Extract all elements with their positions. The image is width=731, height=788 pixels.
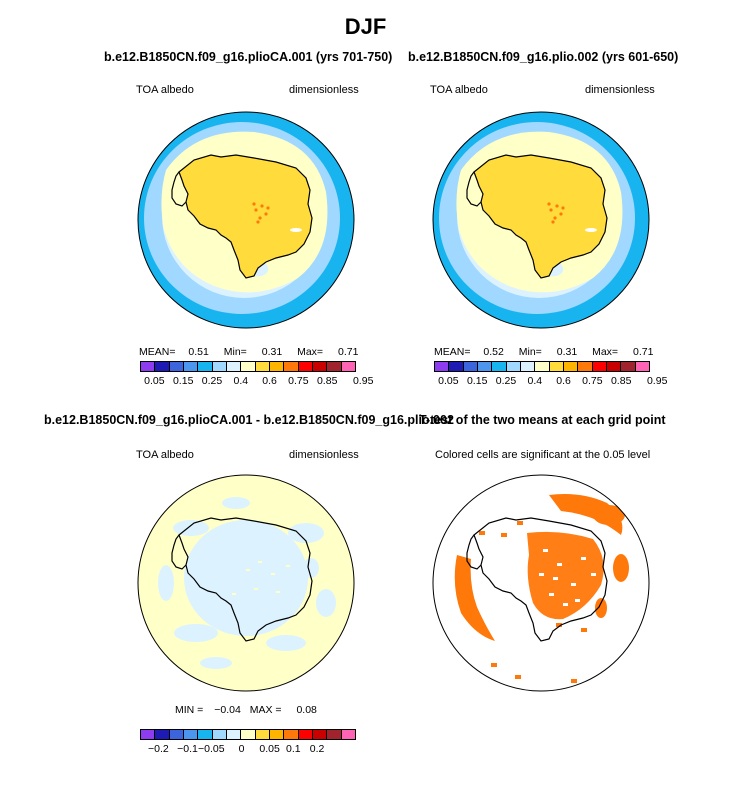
panel1-mean-label: MEAN=	[139, 346, 176, 358]
panel2-colorbar-tick-label: 0.85	[610, 375, 632, 387]
panel1-colorbar-tick-label: 0.85	[316, 375, 338, 387]
panel1-interior-spot	[254, 208, 257, 211]
panel3-colorbar-swatch	[342, 730, 355, 739]
panel2-colorbar-tick-label: 0.25	[495, 375, 517, 387]
panel1-colorbar-swatch	[213, 362, 227, 371]
panel2-title: b.e12.B1850CN.f09_g16.plio.002 (yrs 601-650)	[408, 50, 679, 64]
panel4-significant-cell	[517, 521, 523, 525]
panel3-min-label: MIN =	[175, 704, 204, 716]
panel4-significant-southeast	[595, 598, 607, 618]
panel3-variable-label: TOA albedo	[136, 449, 194, 461]
panel2-interior-spot	[559, 212, 562, 215]
panel3-max-value: 0.08	[296, 704, 317, 716]
panel3-negative-patch	[316, 589, 336, 617]
panel2-variable-label: TOA albedo	[430, 84, 488, 96]
panel1-colorbar-swatch	[170, 362, 184, 371]
panel1-colorbar-tick-label: 0.95	[352, 375, 374, 387]
panel4-gap	[543, 549, 548, 552]
panel3-polar-map	[136, 473, 356, 693]
panel1-colorbar-swatch	[342, 362, 355, 371]
panel3-colorbar-tick-label: 0	[238, 743, 245, 755]
panel1-interior-spot	[256, 220, 259, 223]
panel3-colorbar-tick-label: −0.2	[147, 743, 169, 755]
panel2-colorbar-swatch	[535, 362, 549, 371]
panel1-title: b.e12.B1850CN.f09_g16.plioCA.001 (yrs 701-750)	[104, 50, 393, 64]
panel3-field	[136, 473, 356, 693]
panel1-colorbar-swatch	[227, 362, 241, 371]
panel1-colorbar-tick-label: 0.4	[233, 375, 249, 387]
panel3-colorbar-tick-label: −0.05	[197, 743, 225, 755]
panel1-colorbar-swatch	[299, 362, 313, 371]
panel3-title: b.e12.B1850CN.f09_g16.plioCA.001 - b.e12.B1850CN.f09_g16.plio.002	[44, 413, 454, 427]
panel2-bright-spot	[585, 228, 597, 232]
panel2-mean-label: MEAN=	[434, 346, 471, 358]
panel2-colorbar	[434, 361, 650, 372]
panel4-gap	[539, 573, 544, 576]
panel2-colorbar-swatch	[550, 362, 564, 371]
panel2-colorbar-swatch	[564, 362, 578, 371]
panel4-significant-cell	[581, 628, 587, 632]
figure-title: DJF	[344, 14, 387, 39]
panel2-max-value: 0.71	[632, 346, 654, 358]
panel3-colorbar-tick-label: 0.05	[259, 743, 280, 755]
panel1-mean-value: 0.51	[188, 346, 209, 358]
panel1-polar-map	[136, 110, 356, 330]
panel1-colorbar-ticks	[140, 375, 374, 389]
panel1-colorbar-swatch	[241, 362, 255, 371]
panel4-field	[431, 473, 651, 693]
panel3-positive-cell	[286, 565, 290, 567]
panel3-negative-patch	[288, 523, 324, 543]
panel2-field	[431, 110, 651, 330]
panel3-colorbar	[140, 729, 356, 740]
panel4-gap	[571, 583, 576, 586]
panel2-colorbar-swatch	[478, 362, 492, 371]
panel1-max-label: Max=	[297, 346, 324, 358]
panel2-min-label: Min=	[518, 346, 542, 358]
panel4-significant-cell	[479, 531, 485, 535]
panel2-interior-spot	[549, 208, 552, 211]
panel3-positive-cell	[258, 561, 262, 563]
panel1-colorbar-tick-label: 0.75	[288, 375, 309, 387]
panel3-colorbar-swatch	[184, 730, 198, 739]
panel3-colorbar-tick-label: 0.1	[286, 743, 301, 755]
panel1-bright-spot	[290, 228, 302, 232]
panel3-positive-cell	[232, 593, 236, 595]
panel1-min-value: 0.31	[261, 346, 283, 358]
panel1-colorbar-swatch	[155, 362, 169, 371]
panel1-variable-label: TOA albedo	[136, 84, 194, 96]
panel3-negative-patch	[222, 497, 250, 509]
panel1-colorbar-swatch	[327, 362, 341, 371]
panel2-colorbar-swatch	[435, 362, 449, 371]
panel3-max-label: MAX =	[249, 704, 282, 716]
panel2-colorbar-tick-label: 0.75	[582, 375, 603, 387]
panel3-colorbar-swatch	[213, 730, 227, 739]
panel2-colorbar-tick-label: 0.05	[438, 375, 459, 387]
panel3-negative-patch	[184, 520, 308, 636]
panel3-positive-cell	[254, 588, 258, 590]
panel1-colorbar-tick-label: 0.05	[144, 375, 165, 387]
panel3-stats	[175, 704, 317, 716]
panel3-colorbar-swatch	[155, 730, 169, 739]
panel3-negative-patch	[174, 624, 218, 642]
panel4-significant-cell	[515, 675, 521, 679]
panel2-interior-spot	[553, 216, 556, 219]
panel2-min-value: 0.31	[556, 346, 578, 358]
panel3-colorbar-ticks	[140, 743, 356, 757]
panel4-significant-indian-core	[593, 505, 625, 525]
panel2-colorbar-ticks	[434, 375, 668, 389]
panel1-interior-spot	[266, 206, 269, 209]
panel1-interior-spot	[260, 204, 263, 207]
panel4-significant-cell	[501, 533, 507, 537]
panel1-colorbar-tick-label: 0.15	[172, 375, 194, 387]
panel2-colorbar-swatch	[607, 362, 621, 371]
panel1-colorbar-swatch	[184, 362, 198, 371]
panel1-units-label: dimensionless	[289, 84, 359, 96]
panel1-colorbar-swatch	[313, 362, 327, 371]
panel3-colorbar-swatch	[227, 730, 241, 739]
panel4-significant-east	[613, 554, 629, 582]
panel2-colorbar-swatch	[492, 362, 506, 371]
panel1-min-label: Min=	[223, 346, 247, 358]
panel3-negative-patch	[158, 565, 174, 601]
panel3-negative-patch	[200, 657, 232, 669]
panel4-gap	[581, 557, 586, 560]
panel2-colorbar-tick-label: 0.4	[527, 375, 543, 387]
panel3-colorbar-swatch	[256, 730, 270, 739]
panel1-colorbar-swatch	[256, 362, 270, 371]
panel1-colorbar-swatch	[198, 362, 212, 371]
panel3-negative-patch	[173, 520, 209, 536]
panel3-positive-cell	[246, 569, 250, 571]
panel3-colorbar-swatch	[313, 730, 327, 739]
panel2-colorbar-tick-label: 0.15	[466, 375, 488, 387]
panel2-colorbar-swatch	[593, 362, 607, 371]
panel4-significant-cell	[571, 679, 577, 683]
panel2-mean-value: 0.52	[483, 346, 504, 358]
panel4-significant-cell	[491, 663, 497, 667]
panel2-colorbar-swatch	[464, 362, 478, 371]
panel2-interior-spot	[561, 206, 564, 209]
panel2-interior-spot	[555, 204, 558, 207]
panel3-colorbar-swatch	[270, 730, 284, 739]
panel3-colorbar-swatch	[170, 730, 184, 739]
panel2-colorbar-tick-label: 0.6	[556, 375, 571, 387]
panel4-gap	[575, 599, 580, 602]
panel3-colorbar-swatch	[241, 730, 255, 739]
panel2-colorbar-swatch	[521, 362, 535, 371]
panel2-colorbar-swatch	[449, 362, 463, 371]
panel4-gap	[563, 603, 568, 606]
panel1-interior-spot	[258, 216, 261, 219]
panel1-colorbar	[140, 361, 356, 372]
panel3-negative-patch	[266, 635, 306, 651]
panel1-field	[136, 110, 356, 330]
panel3-negative-patch	[303, 558, 319, 578]
panel3-colorbar-swatch	[141, 730, 155, 739]
panel3-min-value: −0.04	[214, 704, 241, 716]
panel3-units-label: dimensionless	[289, 449, 359, 461]
panel2-interior-spot	[547, 202, 550, 205]
panel4-gap	[549, 593, 554, 596]
panel1-colorbar-tick-label: 0.6	[262, 375, 277, 387]
panel3-colorbar-tick-label: 0.2	[309, 743, 325, 755]
panel4-polar-map	[431, 473, 651, 693]
panel1-colorbar-tick-label: 0.25	[201, 375, 223, 387]
panel3-positive-cell	[276, 591, 280, 593]
panel2-colorbar-swatch	[621, 362, 635, 371]
panel4-gap	[557, 563, 562, 566]
panel2-max-label: Max=	[592, 346, 619, 358]
panel1-interior-spot	[264, 212, 267, 215]
panel4-gap	[591, 573, 596, 576]
panel4-title: T-test of the two means at each grid point	[419, 413, 666, 427]
panel1-max-value: 0.71	[337, 346, 359, 358]
panel3-positive-cell	[271, 573, 275, 575]
panel1-colorbar-swatch	[284, 362, 298, 371]
panel1-colorbar-swatch	[270, 362, 284, 371]
panel2-polar-map	[431, 110, 651, 330]
panel3-colorbar-swatch	[198, 730, 212, 739]
panel2-colorbar-swatch	[507, 362, 521, 371]
panel1-interior-spot	[252, 202, 255, 205]
panel3-colorbar-swatch	[284, 730, 298, 739]
panel3-colorbar-tick-label: −0.1	[177, 743, 198, 755]
panel1-colorbar-swatch	[141, 362, 155, 371]
panel2-colorbar-swatch	[636, 362, 649, 371]
panel2-colorbar-tick-label: 0.95	[646, 375, 668, 387]
panel2-units-label: dimensionless	[585, 84, 655, 96]
panel2-stats	[434, 346, 653, 358]
panel3-colorbar-swatch	[327, 730, 341, 739]
panel1-stats	[139, 346, 358, 358]
panel3-colorbar-swatch	[299, 730, 313, 739]
panel4-subtitle: Colored cells are significant at the 0.05 level	[435, 449, 651, 461]
panel4-gap	[553, 577, 558, 580]
panel2-interior-spot	[551, 220, 554, 223]
panel2-colorbar-swatch	[578, 362, 592, 371]
